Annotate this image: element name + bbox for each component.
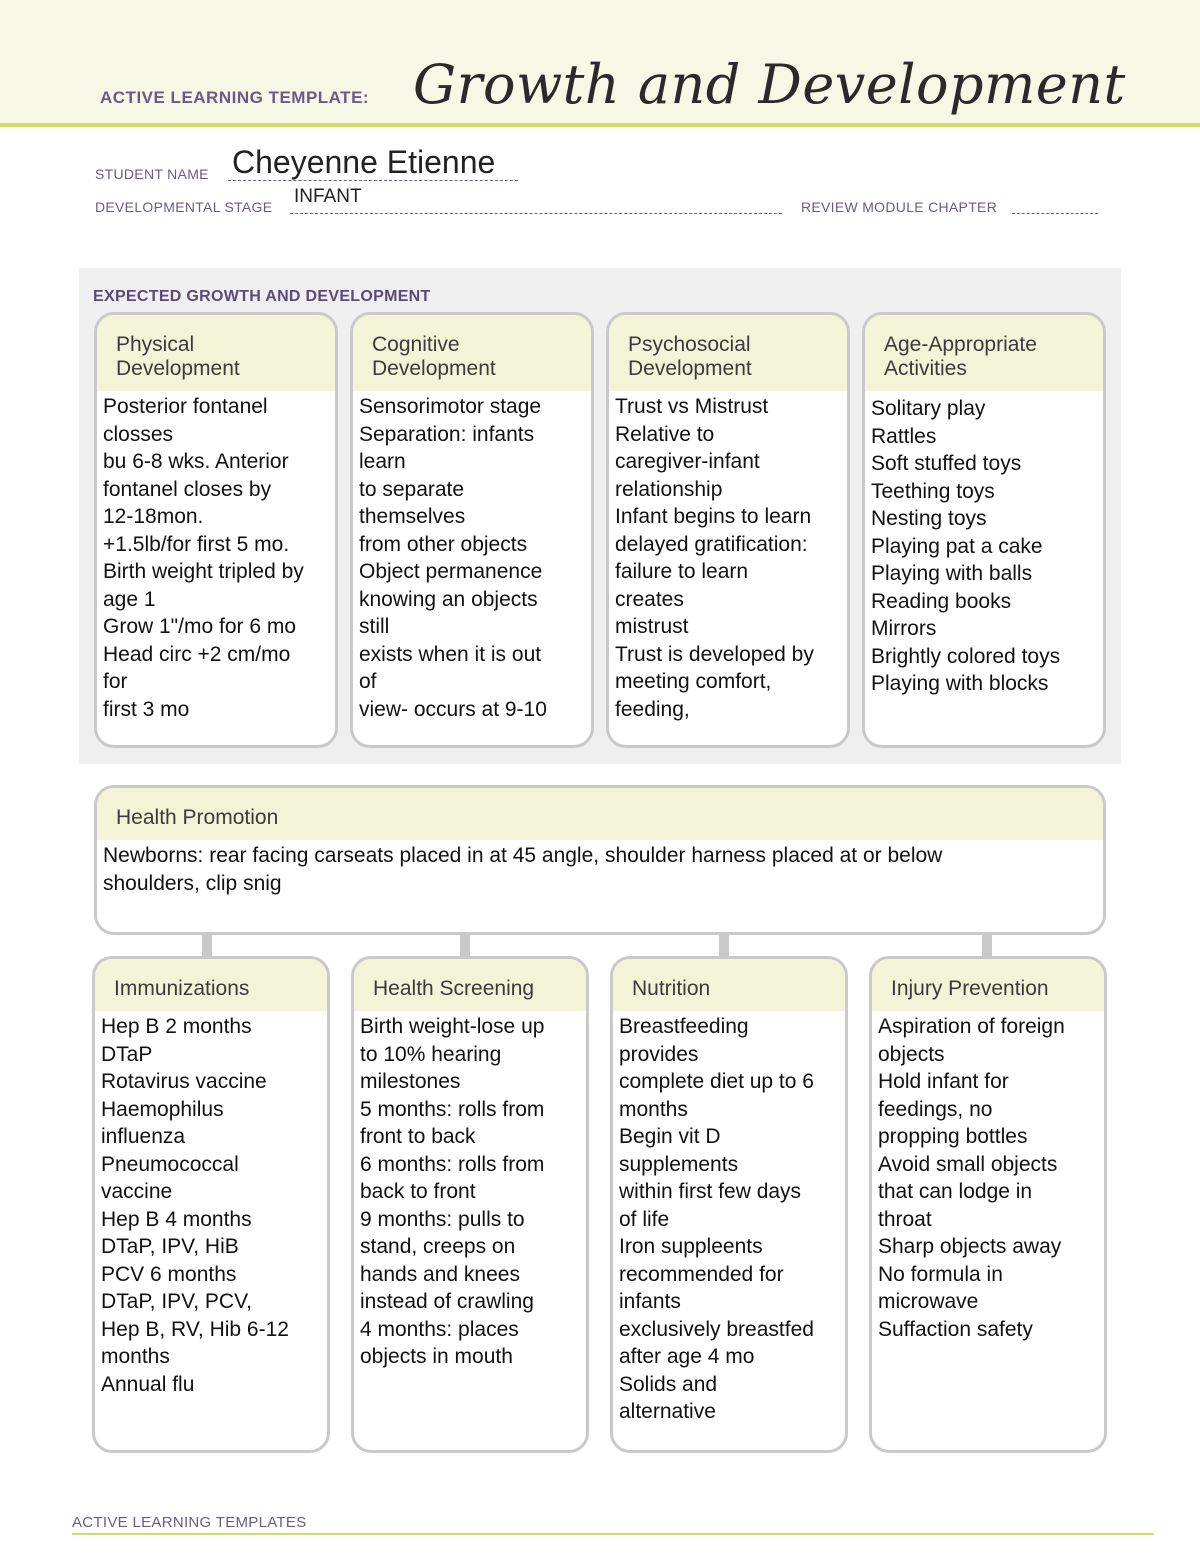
review-module-label: REVIEW MODULE CHAPTER xyxy=(801,199,998,215)
connector xyxy=(982,934,992,956)
physical-development-text[interactable]: Posterior fontanel closses bu 6-8 wks. Anterior fontanel closes by 12-18mon. +1.5lb/for first 5 mo. Birth weight tripled by age 1 Grow 1"/mo for 6 mo Head circ +2 cm/mo for first 3 mo xyxy=(103,395,304,721)
age-appropriate-activities-heading: Age-Appropriate Activities xyxy=(865,315,1103,391)
age-appropriate-activities-text[interactable]: Solitary play Rattles Soft stuffed toys Teething toys Nesting toys Playing pat a cake Playing with balls Reading books Mirrors Brightly colored toys Playing with blocks xyxy=(871,397,1061,695)
cognitive-development-card xyxy=(350,312,594,748)
cognitive-development-text[interactable]: Sensorimotor stage Separation: infants learn to separate themselves from other objects Object permanence knowing an objects still exists when it is out of view- occurs at 9-10 xyxy=(359,395,547,721)
developmental-stage-field[interactable]: INFANT xyxy=(294,186,362,207)
injury-prevention-card xyxy=(869,956,1107,1453)
physical-development-card xyxy=(94,312,338,748)
page-title: Growth and Development xyxy=(413,53,1126,116)
nutrition-text[interactable]: Breastfeeding provides complete diet up to 6 months Begin vit D supplements within first few days of life Iron suppleents recommended for infants exclusively breastfed after age 4 mo Solids and alternative xyxy=(619,1015,814,1423)
connector xyxy=(719,934,729,956)
psychosocial-development-heading: Psychosocial Development xyxy=(609,315,847,391)
nutrition-card xyxy=(610,956,848,1453)
health-promotion-text[interactable]: Newborns: rear facing carseats placed in at 45 angle, shoulder harness placed at or below shoulders, clip snig xyxy=(103,844,943,895)
footer-label: ACTIVE LEARNING TEMPLATES xyxy=(72,1514,307,1531)
footer-rule xyxy=(72,1533,1154,1535)
student-name-field[interactable]: Cheyenne Etienne xyxy=(232,144,496,180)
nutrition-heading: Nutrition xyxy=(613,959,845,1011)
injury-prevention-text[interactable]: Aspiration of foreign objects Hold infant for feedings, no propping bottles Avoid small objects that can lodge in throat Sharp objects away No formula in microwave Suffaction safety xyxy=(878,1015,1065,1341)
health-promotion-heading: Health Promotion xyxy=(97,788,1103,840)
developmental-stage-line xyxy=(290,213,782,214)
developmental-stage-label: DEVELOPMENTAL STAGE xyxy=(95,199,273,215)
immunizations-card xyxy=(92,956,330,1453)
connector xyxy=(202,934,212,956)
psychosocial-development-card xyxy=(606,312,850,748)
review-module-field[interactable] xyxy=(1012,213,1098,214)
template-label: ACTIVE LEARNING TEMPLATE: xyxy=(100,88,370,107)
age-appropriate-activities-card xyxy=(862,312,1106,748)
header-rule xyxy=(0,123,1200,127)
psychosocial-development-text[interactable]: Trust vs Mistrust Relative to caregiver-infant relationship Infant begins to learn delayed gratification: failure to learn creates mistrust Trust is developed by meeting comfort, feeding, xyxy=(615,395,814,721)
cognitive-development-heading: Cognitive Development xyxy=(353,315,591,391)
health-screening-card xyxy=(351,956,589,1453)
immunizations-heading: Immunizations xyxy=(95,959,327,1011)
physical-development-heading: Physical Development xyxy=(97,315,335,391)
connector xyxy=(460,934,470,956)
expected-growth-title: EXPECTED GROWTH AND DEVELOPMENT xyxy=(93,288,431,305)
health-screening-text[interactable]: Birth weight-lose up to 10% hearing milestones 5 months: rolls from front to back 6 months: rolls from back to front 9 months: pulls to stand, creeps on hands and knees instead of crawling 4 months: places objects in mouth xyxy=(360,1015,545,1368)
injury-prevention-heading: Injury Prevention xyxy=(872,959,1104,1011)
health-promotion-card xyxy=(94,785,1106,935)
student-name-label: STUDENT NAME xyxy=(95,166,209,182)
immunizations-text[interactable]: Hep B 2 months DTaP Rotavirus vaccine Haemophilus influenza Pneumococcal vaccine Hep B 4 months DTaP, IPV, HiB PCV 6 months DTaP, IPV, PCV, Hep B, RV, Hib 6-12 months Annual flu xyxy=(101,1015,289,1396)
health-screening-heading: Health Screening xyxy=(354,959,586,1011)
